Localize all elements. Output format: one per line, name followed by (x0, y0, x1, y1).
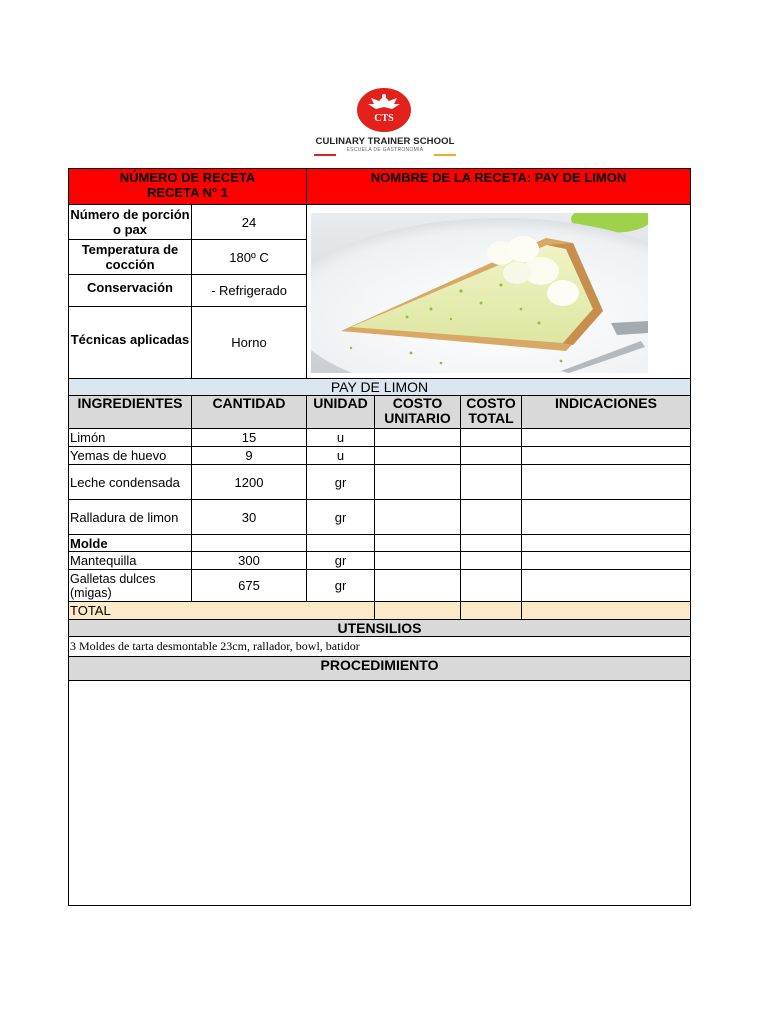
recipe-name-cell: NOMBRE DE LA RECETA: PAY DE LIMON (307, 169, 691, 205)
portions-label: Número de porción o pax (69, 205, 192, 240)
lime-pie-photo (311, 213, 648, 373)
total-label: TOTAL (69, 602, 375, 620)
total-unit-cost (375, 602, 461, 620)
ingredient-name: Ralladura de limon (69, 500, 192, 535)
ingredient-unit-cost (375, 500, 461, 535)
ingredient-total-cost (461, 500, 522, 535)
logo-school-name: CULINARY TRAINER SCHOOL (315, 136, 455, 147)
ingredient-indications (522, 500, 691, 535)
ingredient-name: Galletas dulces (migas) (69, 570, 192, 602)
ingredient-name: Leche condensada (69, 465, 192, 500)
ingredient-unit-cost (375, 570, 461, 602)
recipe-sheet (68, 168, 691, 906)
ingredient-name: Yemas de huevo (69, 447, 192, 465)
recipe-number-cell (69, 169, 307, 205)
col-header-total-cost: COSTO TOTAL (461, 396, 522, 429)
ingredient-indications (522, 535, 691, 552)
ingredient-quantity: 15 (192, 429, 307, 447)
ingredient-unit-cost (375, 429, 461, 447)
logo-initials: CTS (374, 113, 394, 124)
temperature-value: 180º C (192, 240, 307, 275)
ingredient-unit-cost (375, 535, 461, 552)
ingredient-total-cost (461, 465, 522, 500)
col-header-quantity: CANTIDAD (192, 396, 307, 429)
ingredient-name: Limón (69, 429, 192, 447)
logo-bar-red (314, 154, 336, 156)
logo-emblem (357, 88, 411, 132)
ingredient-total-cost (461, 447, 522, 465)
ingredient-quantity: 30 (192, 500, 307, 535)
temperature-label: Temperatura de cocción (69, 240, 192, 275)
total-indications (522, 602, 691, 620)
conservation-value: - Refrigerado (192, 275, 307, 307)
ingredient-unit: gr (307, 500, 375, 535)
ingredient-quantity: 300 (192, 552, 307, 570)
col-header-ingredients: INGREDIENTES (69, 396, 192, 429)
ingredient-unit (307, 535, 375, 552)
ingredient-quantity (192, 535, 307, 552)
ingredient-quantity: 675 (192, 570, 307, 602)
procedure-title: PROCEDIMIENTO (69, 657, 691, 681)
ingredient-name: Mantequilla (69, 552, 192, 570)
ingredient-total-cost (461, 552, 522, 570)
logo-bar-gold (434, 154, 456, 156)
ingredient-unit: gr (307, 552, 375, 570)
portions-value: 24 (192, 205, 307, 240)
techniques-label: Técnicas aplicadas (69, 307, 192, 379)
winged-crest-icon (357, 88, 411, 132)
ingredient-unit-cost (375, 447, 461, 465)
techniques-value: Horno (192, 307, 307, 379)
utensils-title: UTENSILIOS (69, 620, 691, 637)
ingredient-unit: u (307, 447, 375, 465)
ingredient-unit-cost (375, 465, 461, 500)
recipe-number-label: NÚMERO DE RECETA (119, 170, 256, 185)
col-header-unit-cost: COSTO UNITARIO (375, 396, 461, 429)
col-header-indications: INDICACIONES (522, 396, 691, 429)
school-logo (300, 84, 470, 156)
col-header-unit: UNIDAD (307, 396, 375, 429)
ingredient-quantity: 1200 (192, 465, 307, 500)
ingredient-indications (522, 570, 691, 602)
ingredient-indications (522, 552, 691, 570)
total-cost-sum (461, 602, 522, 620)
ingredient-unit: gr (307, 570, 375, 602)
section-title: PAY DE LIMON (69, 379, 691, 396)
recipe-number-value: RECETA N° 1 (146, 185, 229, 200)
ingredient-total-cost (461, 429, 522, 447)
ingredient-group-molde: Molde (69, 535, 192, 552)
ingredient-unit-cost (375, 552, 461, 570)
logo-subtitle: ESCUELA DE GASTRONOMÍA (346, 147, 424, 153)
ingredient-total-cost (461, 535, 522, 552)
ingredient-indications (522, 465, 691, 500)
conservation-label: Conservación (69, 275, 192, 307)
ingredient-indications (522, 429, 691, 447)
ingredient-unit: gr (307, 465, 375, 500)
utensils-text: 3 Moldes de tarta desmontable 23cm, rallador, bowl, batidor (69, 637, 691, 657)
procedure-body (69, 681, 691, 906)
ingredient-total-cost (461, 570, 522, 602)
ingredient-indications (522, 447, 691, 465)
ingredient-unit: u (307, 429, 375, 447)
ingredient-quantity: 9 (192, 447, 307, 465)
